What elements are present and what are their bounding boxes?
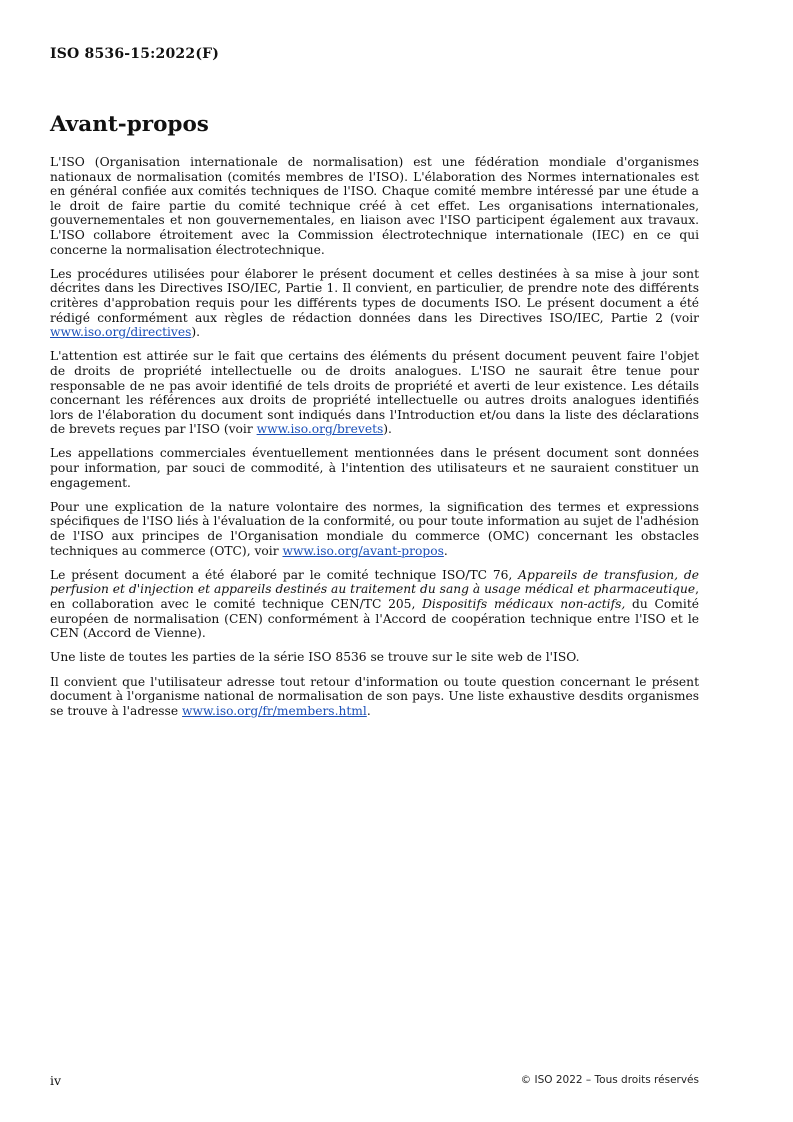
committee-title: Appareils de transfusion, de perfusion et d'injection et appareils destinés au traitement du sang à usage médical et pharmaceutique bbox=[50, 567, 699, 597]
paragraph-end: ). bbox=[191, 325, 201, 340]
paragraph-end: . bbox=[366, 703, 371, 718]
page-number: iv bbox=[50, 1073, 62, 1088]
paragraph-text: , en collaboration avec le comité technique CEN/TC 205, bbox=[50, 582, 699, 611]
paragraph-8 bbox=[50, 675, 699, 719]
paragraph-text: Il convient que l'utilisateur adresse tout retour d'information ou toute question concernant le présent document à l'organisme national de normalisation de son pays. Une liste exhaustive desdits organismes se trouve à l'adresse bbox=[50, 674, 699, 718]
paragraph-text: L'attention est attirée sur le fait que certains des éléments du présent document peuvent faire l'objet de droits de propriété intellectuelle ou de droits analogues. L'ISO ne saurait être tenue pour responsable de ne pas avoir identifié de tels droits de propriété et averti de leur existence. Les détails concernant les références aux droits de propriété intellectuelle ou autres droits analogues identifiés lors de l'élaboration du document sont indiqués dans l'Introduction et/ou dans la liste des déclarations de brevets reçues par l'ISO (voir bbox=[50, 349, 699, 437]
paragraph-text: Les procédures utilisées pour élaborer le présent document et celles destinées à sa mise à jour sont décrites dans les Directives ISO/IEC, Partie 1. Il convient, en particulier, de prendre note des différents critères d'approbation requis pour les différents types de documents ISO. Le présent document a été rédigé conformément aux règles de rédaction données dans les Directives ISO/IEC, Partie 2 (voir bbox=[50, 266, 699, 325]
brevets-link[interactable]: www.iso.org/brevets bbox=[256, 422, 384, 437]
document-body bbox=[50, 155, 699, 728]
document-id: ISO 8536-15:2022(F) bbox=[50, 46, 220, 62]
paragraph-1: L'ISO (Organisation internationale de normalisation) est une fédération mondiale d'organismes nationaux de normalisation (comités membres de l'ISO). L'élaboration des Normes internationales est en général confiée aux comités techniques de l'ISO. Chaque comité membre intéressé par une étude a le droit de faire partie du comité technique créé à cet effet. Les organisations internationales, gouvernementales et non gouvernementales, en liaison avec l'ISO participent également aux travaux. L'ISO collabore étroitement avec la Commission électrotechnique internationale (IEC) en ce qui concerne la normalisation électrotechnique. bbox=[50, 155, 699, 257]
paragraph-text: Pour une explication de la nature volontaire des normes, la signification des termes et expressions spécifiques de l'ISO liés à l'évaluation de la conformité, ou pour toute information au sujet de l'adhésion de l'ISO aux principes de l'Organisation mondiale du commerce (OMC) concernant les obstacles techniques au commerce (OTC), voir bbox=[50, 499, 699, 558]
members-link[interactable]: www.iso.org/fr/members.html bbox=[182, 703, 367, 718]
avant-propos-link[interactable]: www.iso.org/avant-propos bbox=[282, 543, 444, 558]
paragraph-5 bbox=[50, 500, 699, 558]
paragraph-text: du Comité européen de normalisation (CEN) conformément à l'Accord de coopération technique entre l'ISO et le CEN (Accord de Vienne). bbox=[50, 597, 699, 641]
paragraph-4: Les appellations commerciales éventuellement mentionnées dans le présent document sont données pour information, par souci de commodité, à l'intention des utilisateurs et ne sauraient constituer un engagement. bbox=[50, 446, 699, 490]
paragraph-3 bbox=[50, 349, 699, 437]
directives-link[interactable]: www.iso.org/directives bbox=[50, 325, 192, 340]
paragraph-end: . bbox=[443, 543, 448, 558]
cen-committee-title: Dispositifs médicaux non-actifs, bbox=[422, 597, 626, 611]
paragraph-2 bbox=[50, 267, 699, 340]
page-title: Avant-propos bbox=[50, 112, 209, 137]
paragraph-end: ). bbox=[383, 422, 392, 437]
paragraph-6 bbox=[50, 568, 699, 641]
paragraph-text: Le présent document a été élaboré par le comité technique ISO/TC 76, bbox=[50, 567, 519, 582]
paragraph-7: Une liste de toutes les parties de la série ISO 8536 se trouve sur le site web de l'ISO. bbox=[50, 650, 580, 665]
copyright-notice: © ISO 2022 – Tous droits réservés bbox=[520, 1074, 699, 1086]
